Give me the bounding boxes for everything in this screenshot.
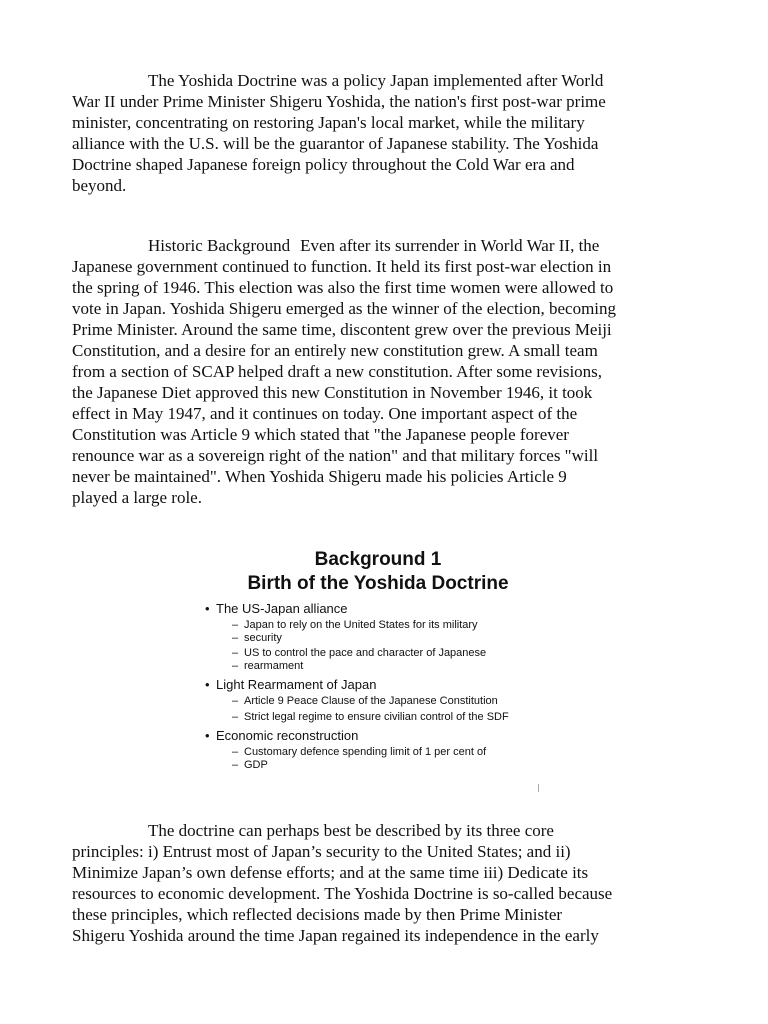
continuation-text: security [244,632,282,644]
slide-bullet: • Economic reconstruction [202,727,554,744]
text-line: Shigeru Yoshida around the time Japan regained its independence in the early [72,926,599,945]
slide-edge-mark [538,784,539,792]
slide-sub-bullet: – Customary defence spending limit of 1 per cent of [202,746,554,759]
slide-sub-bullet-continuation [202,660,554,673]
text-line: from a section of SCAP helped draft a new constitution. After some revisions, [72,362,603,381]
continuation-text: rearmament [244,660,304,672]
slide-sub-bullet: – Japan to rely on the United States for its military [202,619,554,632]
slide-image [202,548,554,798]
slide-bullet: • The US-Japan alliance [202,600,554,617]
text-line: Minimize Japan’s own defense efforts; and at the same time iii) Dedicate its [72,863,589,882]
text-line: Doctrine shaped Japanese foreign policy throughout the Cold War era and [72,155,575,174]
slide-sub-bullet: – US to control the pace and character of Japanese [202,647,554,660]
text-line: Constitution was Article 9 which stated that "the Japanese people forever [72,425,569,444]
text-line: the spring of 1946. This election was also the first time women were allowed to [72,278,614,297]
text-line: never be maintained". When Yoshida Shigeru made his policies Article 9 [72,467,567,486]
text-line: the Japanese Diet approved this new Constitution in November 1946, it took [72,383,593,402]
text-line: alliance with the U.S. will be the guarantor of Japanese stability. The Yoshida [72,134,599,153]
text-line: resources to economic development. The Yoshida Doctrine is so-called because [72,884,613,903]
slide-title-line-2: Birth of the Yoshida Doctrine [247,573,509,594]
intro-paragraph [72,70,696,196]
text-line: effect in May 1947, and it continues on today. One important aspect of the [72,404,578,423]
doctrine-principles-paragraph [72,820,696,946]
text-line: played a large role. [72,488,202,507]
text-line: these principles, which reflected decisions made by then Prime Minister [72,905,563,924]
slide-title-line-1: Background 1 [314,549,442,570]
text-line: vote in Japan. Yoshida Shigeru emerged as the winner of the election, becoming [72,299,617,318]
section-heading: Historic Background [148,236,291,255]
text-line: Prime Minister. Around the same time, discontent grew over the previous Meiji [72,320,612,339]
text-line: principles: i) Entrust most of Japan’s security to the United States; and ii) [72,842,571,861]
continuation-text: GDP [244,759,268,771]
text-line: War II under Prime Minister Shigeru Yoshida, the nation's first post-war prime [72,92,606,111]
slide-sub-bullet: – Strict legal regime to ensure civilian control of the SDF [202,711,554,724]
text-line: renounce war as a sovereign right of the nation" and that military forces "will [72,446,599,465]
slide-bullet: • Light Rearmament of Japan [202,676,554,693]
text-fragment: Even after its surrender in World War II, the [300,236,600,255]
slide-sub-bullet: – Article 9 Peace Clause of the Japanese Constitution [202,695,554,708]
text-line: minister, concentrating on restoring Japan's local market, while the military [72,113,585,132]
historic-background-paragraph [72,235,696,508]
text-line [72,235,696,256]
text-line: Japanese government continued to function. It held its first post-war election in [72,257,612,276]
text-line: The doctrine can perhaps best be described by its three core [148,821,554,840]
text-line: Constitution, and a desire for an entirely new constitution grew. A small team [72,341,598,360]
slide-sub-bullet-continuation [202,759,554,772]
slide-sub-bullet-continuation [202,632,554,645]
text-line: The Yoshida Doctrine was a policy Japan implemented after World [148,71,604,90]
text-line: beyond. [72,176,127,195]
